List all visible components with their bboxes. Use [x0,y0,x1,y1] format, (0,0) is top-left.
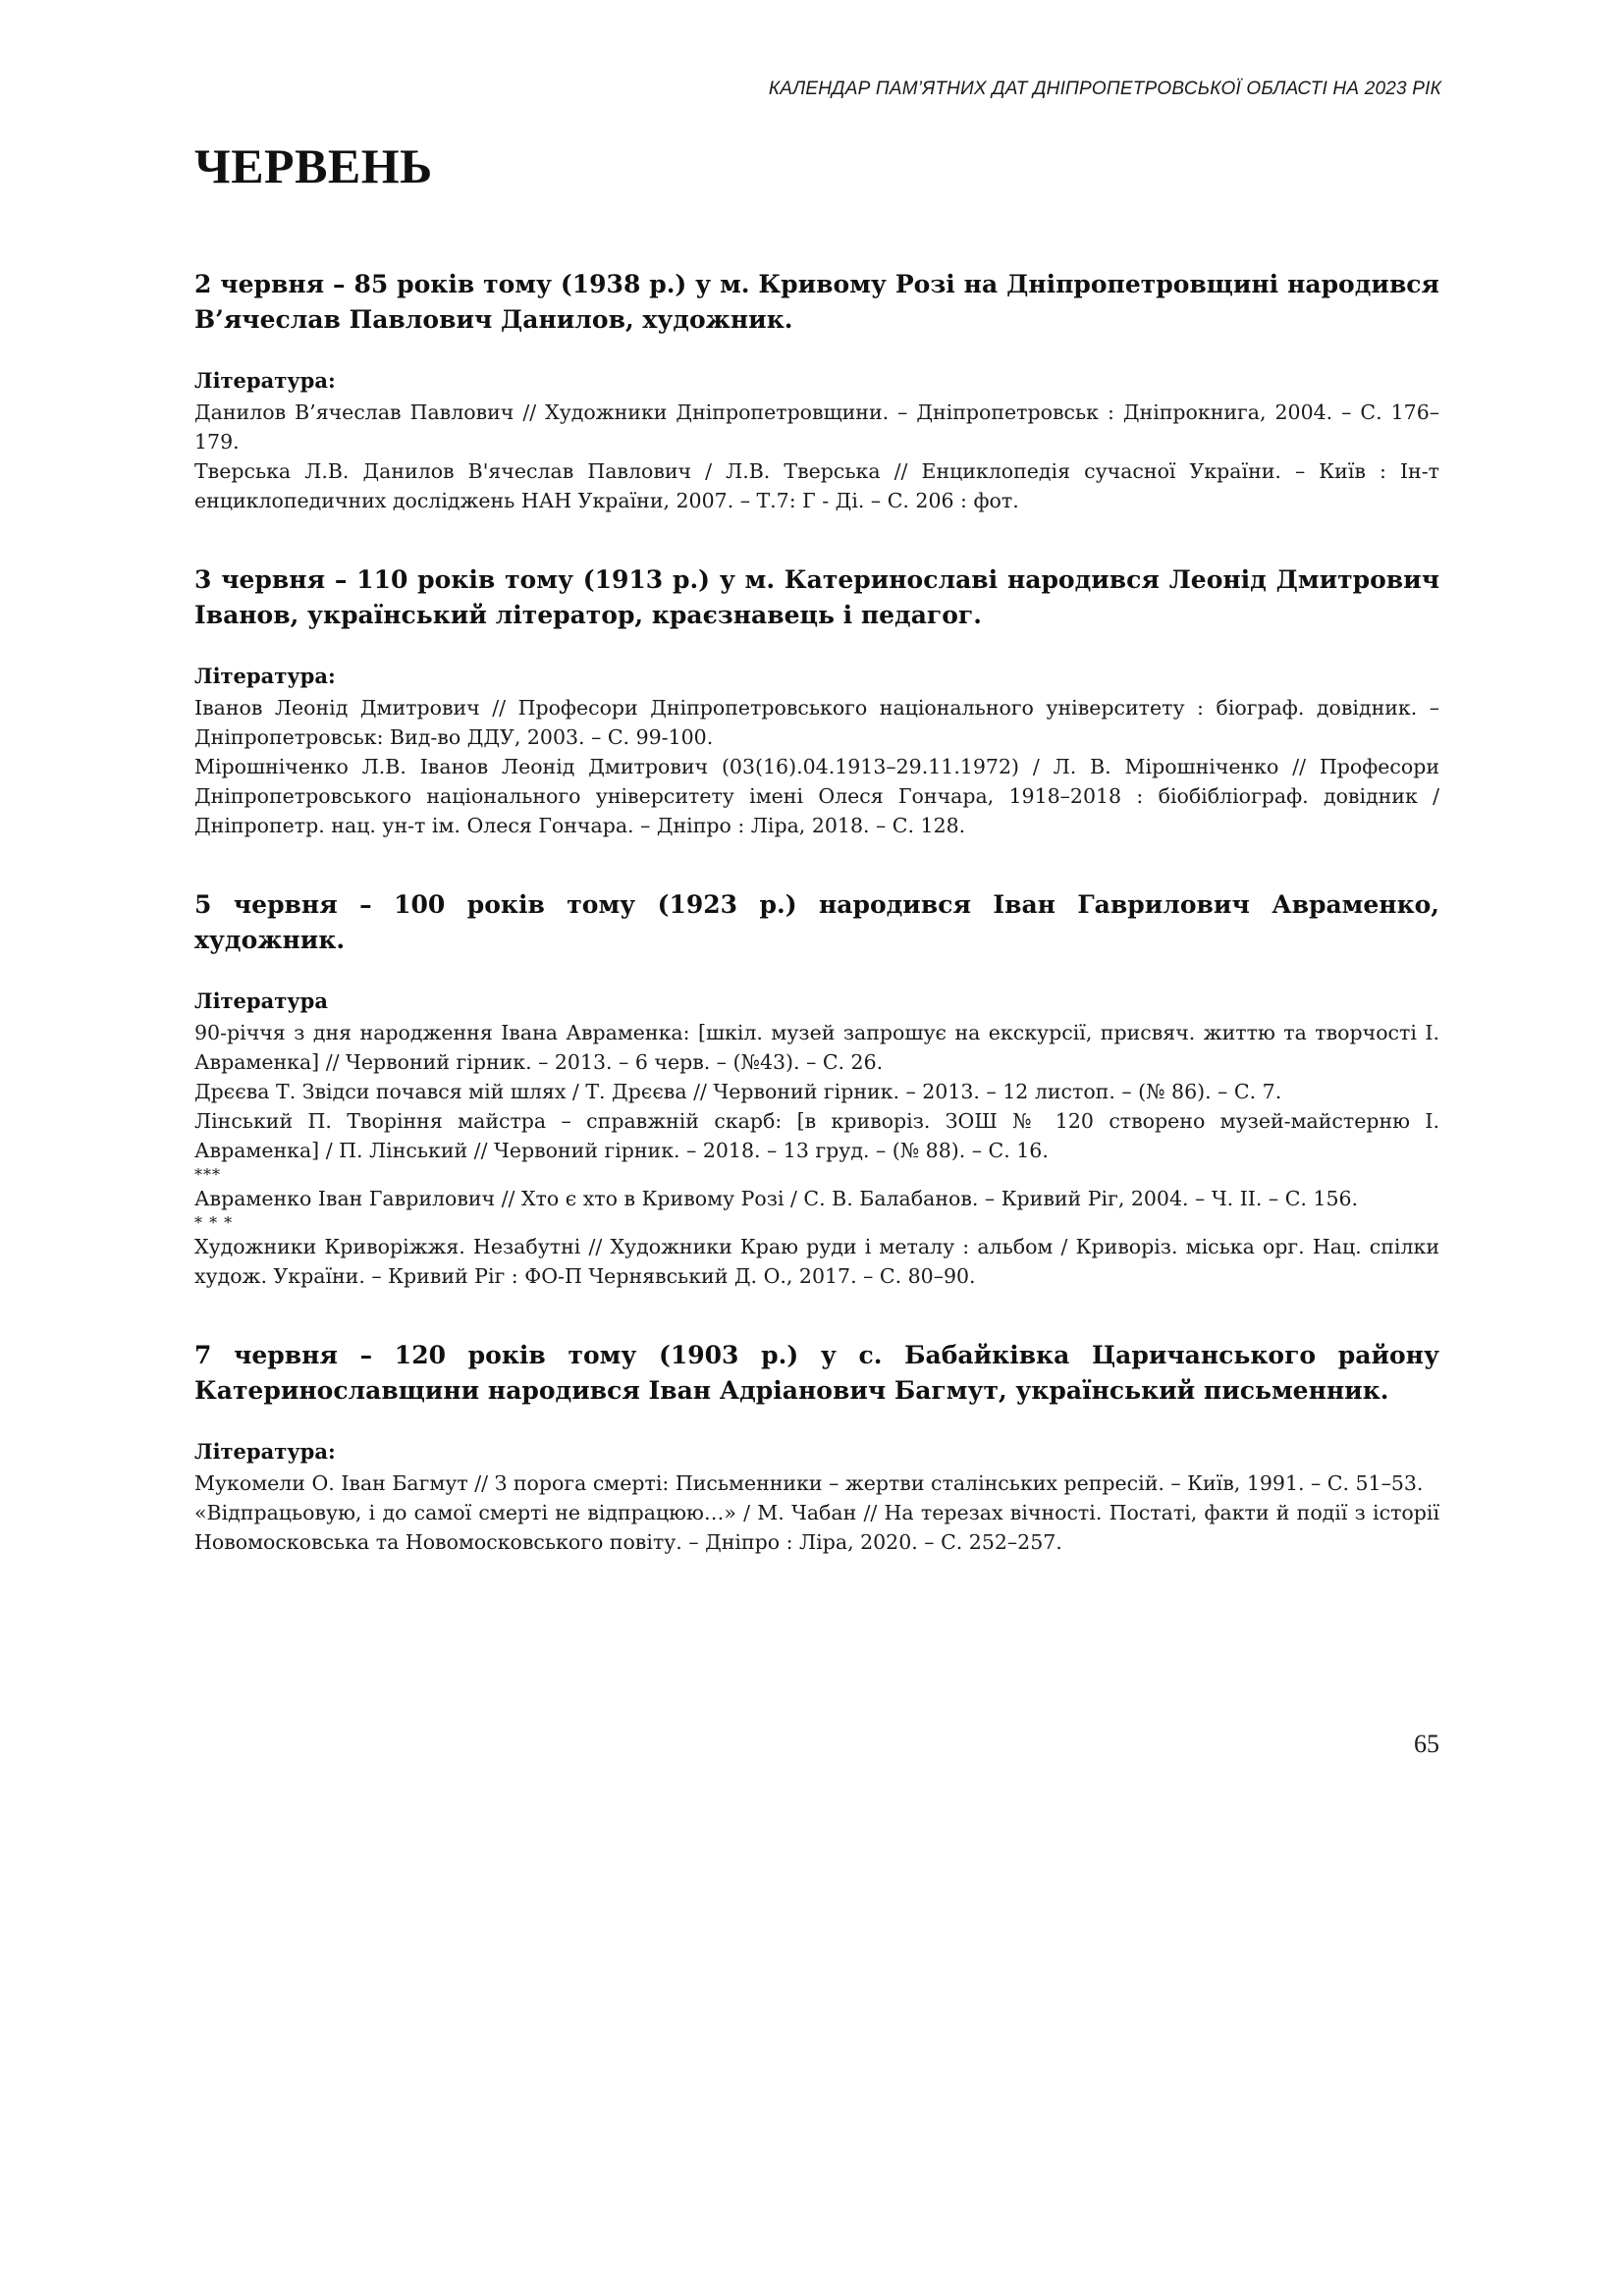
literature-label: Література: [194,368,336,393]
reference-item: «Відпрацьовую, і до самої смерті не відпрацюю…» / М. Чабан // На терезах вічності. Постаті, факти й події з історії Новомосковська та Новомосковського повіту. – Дніпро : Ліра, 2020. – С. 252–257. [194,1501,1439,1554]
section-separator: *** [194,1165,221,1184]
literature-label: Література: [194,1439,336,1464]
page-title: ЧЕРВЕНЬ [194,138,433,193]
entry-june-2 [194,267,1439,515]
entry-june-5 [194,887,1439,1291]
reference-item: Мукомели О. Іван Багмут // З порога смерті: Письменники – жертви сталінських репресій. – Київ, 1991. – С. 51–53. [194,1471,1424,1495]
reference-item: Дрєєва Т. Звідси почався мій шлях / Т. Дрєєва // Червоний гірник. – 2013. – 12 листоп. – (№ 86). – С. 7. [194,1080,1282,1103]
entry-june-3 [194,562,1439,840]
entry-june-7 [194,1338,1439,1557]
entries-list [194,267,1439,1604]
reference-item: Тверська Л.В. Данилов В'ячеслав Павлович / Л.В. Тверська // Енциклопедія сучасної України. – Київ : Ін-т енциклопедичних досліджень НАН України, 2007. – Т.7: Г - Ді. – С. 206 : фот. [194,459,1439,512]
reference-item: 90-річчя з дня народження Івана Авраменка: [шкіл. музей запрошує на екскурсії, присвяч. життю та творчості І. Авраменка] // Червоний гірник. – 2013. – 6 черв. – (№43). – С. 26. [194,1021,1439,1074]
entry-heading: 3 червня – 110 років тому (1913 р.) у м. Катеринославі народився Леонід Дмитрович Іванов, український літератор, краєзнавець і педагог. [194,565,1439,629]
entry-heading: 2 червня – 85 років тому (1938 р.) у м. Кривому Розі на Дніпропетровщині народився В’ячеслав Павлович Данилов, художник. [194,270,1439,334]
reference-item: Іванов Леонід Дмитрович // Професори Дніпропетровського національного університету : біограф. довідник. – Дніпропетровськ: Вид-во ДДУ, 2003. – С. 99-100. [194,696,1439,749]
section-separator: * * * [194,1213,234,1232]
reference-item: Мірошніченко Л.В. Іванов Леонід Дмитрович (03(16).04.1913–29.11.1972) / Л. В. Мірошніченко // Професори Дніпропетровського національного університету імені Олеся Гончара, 1918–2018 : біобібліограф. довідник / Дніпропетр. нац. ун-т ім. Олеся Гончара. – Дніпро : Ліра, 2018. – С. 128. [194,755,1439,837]
reference-item: Авраменко Іван Гаврилович // Хто є хто в Кривому Розі / С. В. Балабанов. – Кривий Ріг, 2004. – Ч. ІІ. – С. 156. [194,1187,1359,1210]
entry-heading: 7 червня – 120 років тому (1903 р.) у с. Бабайківка Царичанського району Катеринославщини народився Іван Адріанович Багмут, український письменник. [194,1341,1439,1405]
entry-heading: 5 червня – 100 років тому (1923 р.) народився Іван Гаврилович Авраменко, художник. [194,890,1439,954]
literature-label: Література [194,988,328,1013]
literature-label: Література: [194,664,336,688]
running-header: КАЛЕНДАР ПАМ’ЯТНИХ ДАТ ДНІПРОПЕТРОВСЬКОЇ ОБЛАСТІ НА 2023 РІК [768,79,1441,99]
reference-item: Лінський П. Творіння майстра – справжній скарб: [в криворіз. ЗОШ № 120 створено музей-майстерню І. Авраменка] / П. Лінський // Червоний гірник. – 2018. – 13 груд. – (№ 88). – С. 16. [194,1109,1439,1162]
reference-item: Художники Криворіжжя. Незабутні // Художники Краю руди і металу : альбом / Криворіз. міська орг. Нац. спілки худож. України. – Кривий Ріг : ФО-П Чернявський Д. О., 2017. – С. 80–90. [194,1235,1439,1288]
reference-item: Данилов В’ячеслав Павлович // Художники Дніпропетровщини. – Дніпропетровськ : Дніпрокнига, 2004. – С. 176–179. [194,400,1439,454]
page-number: 65 [1414,1730,1439,1758]
